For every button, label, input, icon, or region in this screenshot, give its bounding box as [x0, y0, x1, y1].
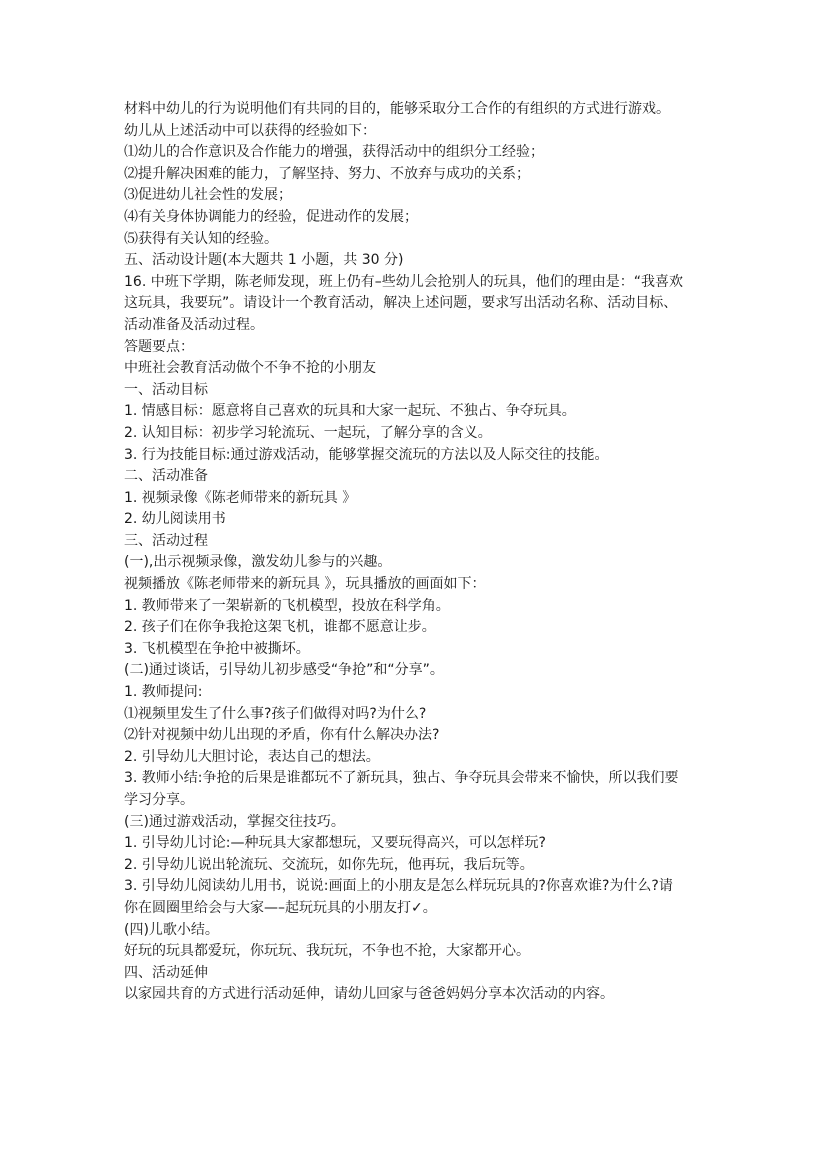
text-line: 幼儿从上述活动中可以获得的经验如下：: [124, 122, 376, 139]
text-line: 学习分享。: [124, 792, 194, 808]
text-line: ⑵针对视频中幼儿出现的矛盾，你有什么解决办法?: [124, 727, 440, 744]
text-line: 3. 引导幼儿阅读幼儿用书，说说:画面上的小朋友是怎么样玩玩具的?你喜欢谁?为什么?请: [124, 878, 673, 895]
text-line: 1. 教师提问:: [124, 684, 203, 701]
text-line: ⑴幼儿的合作意识及合作能力的增强，获得活动中的组织分工经验；: [124, 144, 544, 161]
text-line: 3. 行为技能目标:通过游戏活动，能够掌握交流玩的方法以及人际交往的技能。: [124, 446, 609, 463]
section-heading: 五、活动设计题(本大题共 1 小题，共 30 分): [124, 252, 404, 269]
text-line: 2. 认知目标：初步学习轮流玩、一起玩，了解分享的含义。: [124, 424, 492, 441]
answer-heading: 答题要点：: [124, 338, 194, 355]
section-heading: 二、活动准备: [124, 468, 208, 485]
text-line: 2. 幼儿阅读用书: [124, 511, 226, 528]
text-line: (三)通过游戏活动，掌握交往技巧。: [124, 813, 345, 830]
question-text: 16. 中班下学期，陈老师发现，班上仍有–些幼儿会抢别人的玩具，他们的理由是：“我喜欢: [124, 273, 683, 290]
text-line: 2. 引导幼儿大胆讨论，表达自己的想法。: [124, 748, 380, 765]
text-line: 3. 教师小结:争抢的后果是谁都玩不了新玩具，独占、争夺玩具会带来不愉快，所以我们要: [124, 770, 679, 787]
text-line: 1. 情感目标：愿意将自己喜欢的玩具和大家一起玩、不独占、争夺玩具。: [124, 403, 576, 420]
text-line: 1. 引导幼儿讨论:—种玩具大家都想玩，又要玩得高兴，可以怎样玩?: [124, 835, 546, 852]
section-heading: 三、活动过程: [124, 532, 208, 549]
activity-title: 中班社会教育活动做个不争不抢的小朋友: [124, 360, 376, 377]
text-line: ⑶促进幼儿社会性的发展；: [124, 187, 292, 204]
text-line: 你在圆圈里给会与大家—–起玩玩具的小朋友打✓。: [124, 899, 437, 916]
text-line: 以家园共育的方式进行活动延伸，请幼儿回家与爸爸妈妈分享本次活动的内容。: [124, 986, 614, 1003]
text-line: 3. 飞机模型在争抢中被撕坏。: [124, 640, 310, 657]
text-line: ⑴视频里发生了什么事?孩子们做得对吗?为什么?: [124, 705, 427, 722]
text-line: (一),出示视频录像，激发幼儿参与的兴趣。: [124, 554, 392, 571]
text-line: ⑸获得有关认知的经验。: [124, 230, 278, 247]
text-line: 1. 视频录像《陈老师带来的新玩具 》: [124, 489, 357, 506]
text-line: ⑷有关身体协调能力的经验，促进动作的发展；: [124, 208, 418, 225]
text-line: 材料中幼儿的行为说明他们有共同的目的，能够采取分工合作的有组织的方式进行游戏。: [124, 101, 670, 117]
text-line: 视频播放《陈老师带来的新玩具 》，玩具播放的画面如下：: [124, 576, 486, 593]
text-line: 好玩的玩具都爱玩，你玩玩、我玩玩，不争也不抢，大家都开心。: [124, 943, 530, 960]
text-line: 1. 教师带来了一架崭新的飞机模型，投放在科学角。: [124, 597, 450, 614]
text-line: ⑵提升解决困难的能力，了解坚持、努力、不放弃与成功的关系；: [124, 165, 530, 182]
text-line: (二)通过谈话，引导幼儿初步感受“争抢”和“分享”。: [124, 662, 444, 679]
text-line: 2. 引导幼儿说出轮流玩、交流玩，如你先玩，他再玩，我后玩等。: [124, 856, 534, 873]
section-heading: 一、活动目标: [124, 381, 208, 398]
question-text: 活动准备及活动过程。: [124, 316, 264, 333]
section-heading: 四、活动延伸: [124, 964, 208, 981]
question-text: 这玩具，我要玩”。请设计一个教育活动，解决上述问题，要求写出活动名称、活动目标、: [124, 295, 678, 312]
document-page: [124, 99, 714, 1006]
text-line: (四)儿歌小结。: [124, 921, 219, 938]
text-line: 2. 孩子们在你争我抢这架飞机，谁都不愿意让步。: [124, 619, 436, 636]
